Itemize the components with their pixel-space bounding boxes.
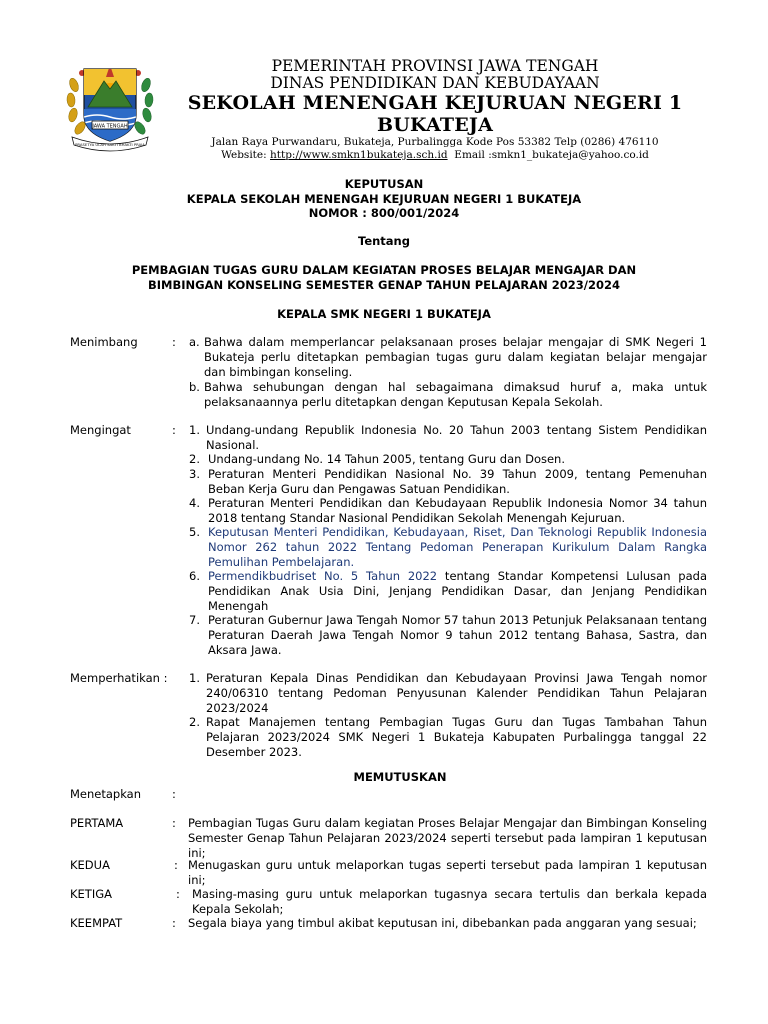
mengingat-marker-1: 1. — [189, 423, 200, 437]
email-label: Email : — [454, 149, 492, 161]
memperhatikan-label: Memperhatikan : — [70, 671, 168, 685]
decision-ketiga-colon: : — [176, 887, 180, 901]
mengingat-item-2: Undang-undang No. 14 Tahun 2005, tentang Guru dan Dosen. — [208, 452, 565, 466]
letterhead — [170, 57, 700, 161]
letterhead-school-name: SEKOLAH MENENGAH KEJURUAN NEGERI 1 — [187, 92, 683, 115]
logo-motto-text: PRASETYA ULAH SAKTI BHAKTI PRAJA — [75, 142, 145, 147]
decision-ketiga-text: Masing-masing guru untuk melaporkan tugasnya secara tertulis dan berkala kepada Kepala Sekolah; — [192, 887, 707, 916]
mengingat-item-6-text: tentang Standar Kompetensi Lulusan pada Pendidikan Anak Usia Dini, Jenjang Pendidikan Dasar, dan Jenjang Pendidikan Menengah — [208, 569, 707, 613]
decree-subject-line1: PEMBAGIAN TUGAS GURU DALAM KEGIATAN PROSES BELAJAR MENGAJAR DAN — [131, 263, 637, 277]
memperhatikan-marker-2: 2. — [189, 715, 200, 729]
mengingat-marker-5: 5. — [189, 525, 200, 539]
website-label: Website: — [221, 149, 267, 161]
mengingat-item-7: Peraturan Gubernur Jawa Tengah Nomor 57 tahun 2013 Petunjuk Pelaksanaan tentang Peraturan Daerah Jawa Tengah Nomor 9 tahun 2012 tentang Bahasa, Sastra, dan Aksara Jawa. — [208, 613, 707, 657]
memperhatikan-marker-1: 1. — [189, 671, 200, 685]
menetapkan-colon: : — [172, 787, 176, 801]
menetapkan-label: Menetapkan — [70, 787, 142, 801]
decree-subject-line2: BIMBINGAN KONSELING SEMESTER GENAP TAHUN PELAJARAN 2023/2024 — [148, 278, 620, 292]
mengingat-item-3: Peraturan Menteri Pendidikan Nasional No. 39 Tahun 2009, tentang Pemenuhan Beban Kerja Guru dan Pengawas Satuan Pendidikan. — [208, 467, 707, 496]
decision-kedua-colon: : — [174, 858, 178, 872]
letterhead-government: PEMERINTAH PROVINSI JAWA TENGAH — [271, 57, 599, 75]
letterhead-contact — [170, 150, 700, 162]
decision-pertama-label: PERTAMA — [70, 816, 124, 830]
menimbang-colon: : — [172, 335, 176, 349]
decree-number: NOMOR : 800/001/2024 — [308, 206, 460, 220]
decision-keempat-label: KEEMPAT — [70, 916, 123, 930]
decision-ketiga-label: KETIGA — [70, 887, 113, 901]
menimbang-item-a: Bahwa dalam memperlancar pelaksanaan proses belajar mengajar di SMK Negeri 1 Bukateja perlu ditetapkan pembagian tugas guru dalam kegiatan belajar mengajar dan bimbingan konseling. — [204, 335, 707, 379]
mengingat-colon: : — [172, 423, 176, 437]
decree-issuer: KEPALA SEKOLAH MENENGAH KEJURUAN NEGERI 1 BUKATEJA — [186, 192, 582, 206]
mengingat-marker-4: 4. — [189, 496, 200, 510]
mengingat-item-4: Peraturan Menteri Pendidikan dan Kebudayaan Republik Indonesia Nomor 34 tahun 2018 tentang Standar Nasional Pendidikan Sekolah Menengah Kejuruan. — [208, 496, 707, 525]
decision-pertama-colon: : — [172, 816, 176, 830]
mengingat-marker-3: 3. — [189, 467, 200, 481]
decree-authority: KEPALA SMK NEGERI 1 BUKATEJA — [277, 307, 491, 321]
mengingat-item-5: Keputusan Menteri Pendidikan, Kebudayaan, Riset, Dan Teknologi Republik Indonesia Nomor 262 tahun 2022 Tentang Pedoman Penerapan Kurikulum Dalam Rangka Pemulihan Pembelajaran. — [208, 525, 707, 569]
letterhead-address: Jalan Raya Purwandaru, Bukateja, Purbalingga Kode Pos 53382 Telp (0286) 476110 — [211, 136, 659, 148]
decree-about-label: Tentang — [358, 234, 410, 248]
decision-pertama-text: Pembagian Tugas Guru dalam kegiatan Proses Belajar Mengajar dan Bimbingan Konseling Semester Genap Tahun Pelajaran 2023/2024 seperti tersebut pada lampiran 1 keputusan ini; — [188, 816, 707, 860]
menimbang-item-b: Bahwa sehubungan dengan hal sebagaimana dimaksud huruf a, maka untuk pelaksanaannya perlu ditetapkan dengan Keputusan Kepala Sekolah. — [204, 380, 707, 409]
provincial-emblem-icon — [62, 55, 158, 153]
mengingat-item-6 — [208, 569, 707, 614]
memperhatikan-item-2: Rapat Manajemen tentang Pembagian Tugas Guru dan Tugas Tambahan Tahun Pelajaran 2023/2024 SMK Negeri 1 Bukateja Kabupaten Purbalingga tanggal 22 Desember 2023. — [206, 715, 707, 759]
permendikbudriset-reference: Permendikbudriset No. 5 Tahun 2022 — [208, 569, 438, 583]
mengingat-marker-2: 2. — [189, 452, 200, 466]
menimbang-marker-a: a. — [189, 335, 200, 349]
mengingat-marker-7: 7. — [189, 613, 200, 627]
email-address: smkn1_bukateja@yahoo.co.id — [491, 149, 649, 161]
letterhead-department: DINAS PENDIDIKAN DAN KEBUDAYAAN — [270, 74, 600, 93]
memperhatikan-item-1: Peraturan Kepala Dinas Pendidikan dan Kebudayaan Provinsi Jawa Tengah nomor 240/06310 tentang Pedoman Penyusunan Kalender Pendidikan Tahun Pelajaran 2023/2024 — [206, 671, 707, 715]
decision-keempat-text: Segala biaya yang timbul akibat keputusan ini, dibebankan pada anggaran yang sesuai; — [188, 916, 697, 930]
decision-kedua-text: Menugaskan guru untuk melaporkan tugas seperti tersebut pada lampiran 1 keputusan ini; — [188, 858, 707, 887]
decision-kedua-label: KEDUA — [70, 858, 110, 872]
mengingat-item-1: Undang-undang Republik Indonesia No. 20 Tahun 2003 tentang Sistem Pendidikan Nasional. — [206, 423, 707, 452]
mengingat-label: Mengingat — [70, 423, 131, 437]
menimbang-label: Menimbang — [70, 335, 138, 349]
mengingat-marker-6: 6. — [189, 569, 200, 583]
menimbang-marker-b: b. — [189, 380, 200, 394]
memutuskan-heading: MEMUTUSKAN — [353, 770, 447, 784]
letterhead-school-location: BUKATEJA — [376, 113, 494, 136]
website-link[interactable]: http://www.smkn1bukateja.sch.id — [270, 149, 448, 161]
logo-banner-text: JAWA TENGAH — [92, 123, 128, 130]
decision-keempat-colon: : — [172, 916, 176, 930]
decree-title: KEPUTUSAN — [344, 177, 424, 191]
